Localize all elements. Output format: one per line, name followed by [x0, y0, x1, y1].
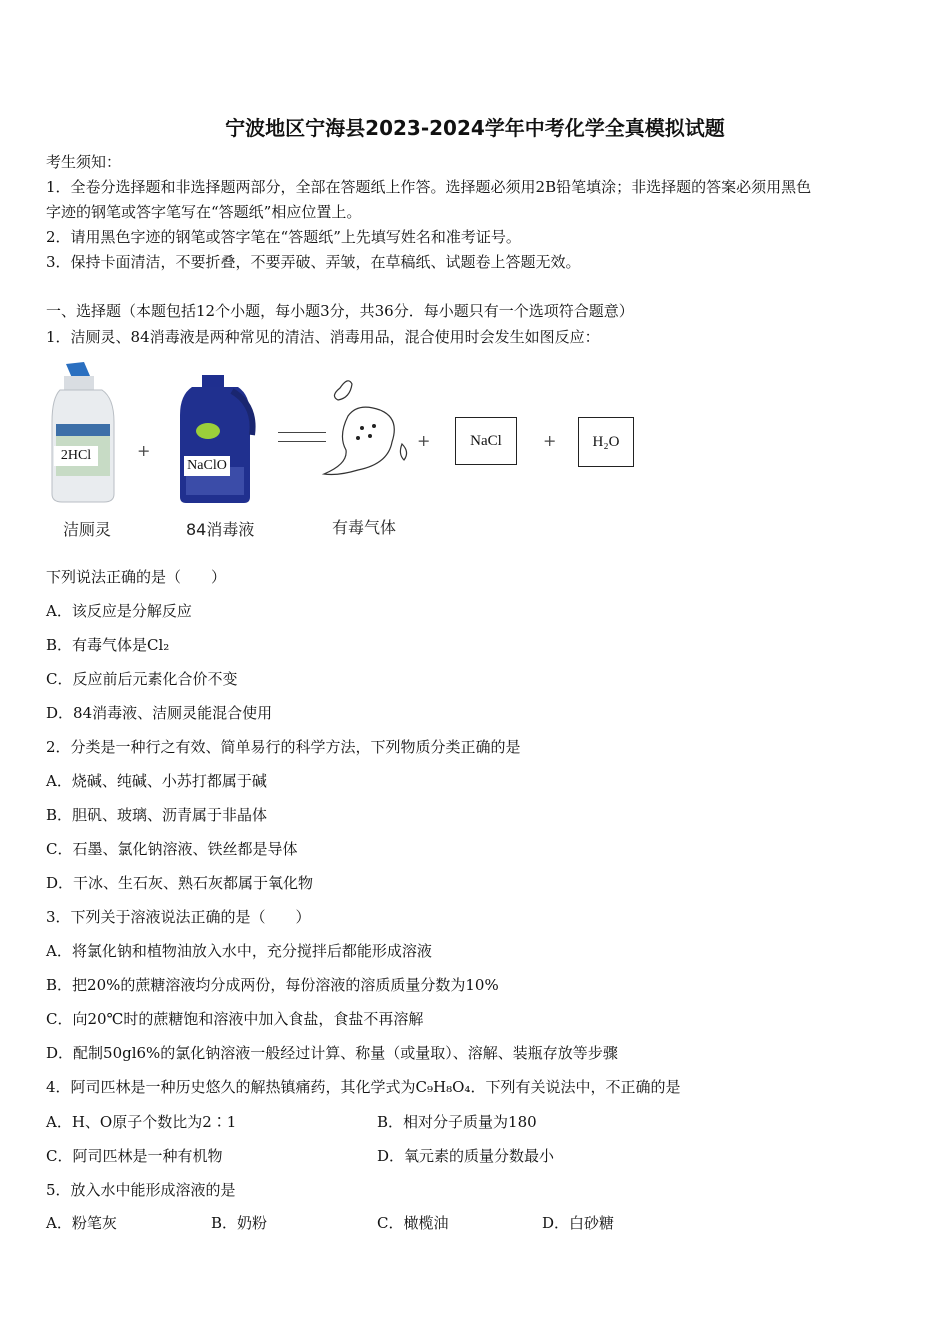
page-title: 宁波地区宁海县2023-2024学年中考化学全真模拟试题 [225, 116, 725, 140]
bottle1-label: 2HCl [54, 446, 98, 466]
notice-heading: 考生须知： [46, 153, 122, 171]
plus-sign-3: + [543, 431, 557, 450]
caption-disinfectant: 84消毒液 [186, 520, 255, 539]
caption-toxic-gas: 有毒气体 [332, 518, 397, 537]
q5-stem: 5．放入水中能形成溶液的是 [46, 1181, 236, 1199]
q2-option-a: A．烧碱、纯碱、小苏打都属于碱 [46, 772, 267, 790]
toxic-gas-cloud-icon [318, 376, 418, 480]
q4-option-a: A．H、O原子个数比为2∶1 [46, 1113, 237, 1131]
q2-option-c: C．石墨、氯化钠溶液、铁丝都是导体 [46, 840, 298, 858]
q5-option-b: B．奶粉 [211, 1214, 268, 1232]
q3-option-c: C．向20℃时的蔗糖饱和溶液中加入食盐，食盐不再溶解 [46, 1010, 424, 1028]
q3-option-b: B．把20%的蔗糖溶液均分成两份，每份溶液的溶质质量分数为10% [46, 976, 499, 994]
disinfectant-bottle-icon [178, 375, 258, 505]
q3-option-a: A．将氯化钠和植物油放入水中，充分搅拌后都能形成溶液 [46, 942, 432, 960]
product-nacl-box: NaCl [455, 417, 517, 465]
q2-option-b: B．胆矾、玻璃、沥青属于非晶体 [46, 806, 268, 824]
q2-option-d: D．干冰、生石灰、熟石灰都属于氧化物 [46, 874, 314, 892]
q2-stem: 2．分类是一种行之有效、简单易行的科学方法，下列物质分类正确的是 [46, 738, 521, 756]
q5-option-d: D．白砂糖 [542, 1214, 615, 1232]
product-h2o-box: H₂O [578, 417, 634, 467]
q3-option-d: D．配制50gl6%的氯化钠溶液一般经过计算、称量（或量取）、溶解、装瓶存放等步骤 [46, 1044, 618, 1062]
notice-line-4: 3．保持卡面清洁，不要折叠，不要弄破、弄皱，在草稿纸、试题卷上答题无效。 [46, 253, 581, 271]
q5-option-a: A．粉笔灰 [46, 1214, 117, 1232]
q3-stem: 3．下列关于溶液说法正确的是（ ） [46, 908, 311, 926]
q1-ask: 下列说法正确的是（ ） [46, 568, 227, 586]
q5-option-c: C．橄榄油 [377, 1214, 449, 1232]
q1-option-c: C．反应前后元素化合价不变 [46, 670, 238, 688]
notice-line-2: 字迹的钢笔或答字笔写在“答题纸”相应位置上。 [46, 203, 362, 221]
toilet-cleaner-bottle-icon [50, 362, 116, 504]
bottle2-label: NaClO [184, 456, 230, 476]
q1-stem: 1．洁厕灵、84消毒液是两种常见的清洁、消毒用品，混合使用时会发生如图反应： [46, 328, 600, 346]
q4-option-b: B．相对分子质量为180 [377, 1113, 537, 1131]
q1-option-d: D．84消毒液、洁厕灵能混合使用 [46, 704, 273, 722]
section-heading: 一、选择题（本题包括12个小题，每小题3分，共36分．每小题只有一个选项符合题意） [46, 302, 634, 320]
q4-option-c: C．阿司匹林是一种有机物 [46, 1147, 223, 1165]
plus-sign-2: + [417, 431, 431, 450]
caption-toilet-cleaner: 洁厕灵 [63, 520, 112, 539]
q4-stem: 4．阿司匹林是一种历史悠久的解热镇痛药，其化学式为C₉H₈O₄．下列有关说法中，不正确的是 [46, 1078, 681, 1096]
q4-option-d: D．氧元素的质量分数最小 [377, 1147, 555, 1165]
q1-option-a: A．该反应是分解反应 [46, 602, 192, 620]
q1-option-b: B．有毒气体是Cl₂ [46, 636, 170, 654]
notice-line-3: 2．请用黑色字迹的钢笔或答字笔在“答题纸”上先填写姓名和准考证号。 [46, 228, 521, 246]
plus-sign-1: + [137, 441, 151, 460]
notice-line-1: 1．全卷分选择题和非选择题两部分，全部在答题纸上作答。选择题必须用2B铅笔填涂；非选择题的答案必须用黑色 [46, 178, 812, 196]
